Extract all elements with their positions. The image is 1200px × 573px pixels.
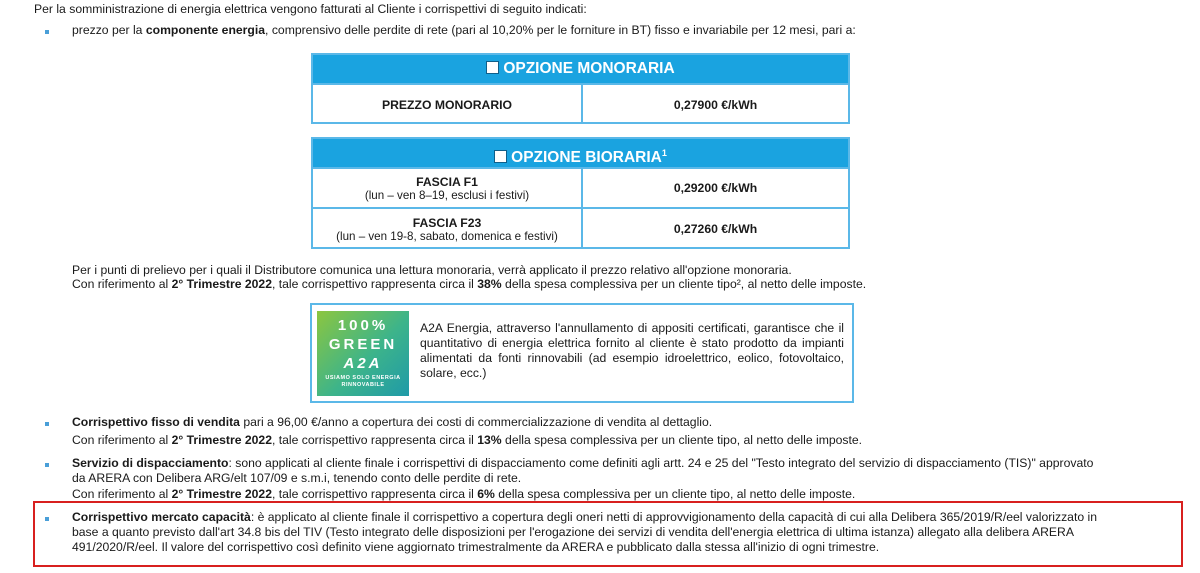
monorary-reading-note: Per i punti di prelievo per i quali il Distributore comunica una lettura monoraria, verrà applicato il prezzo relativo all'opzione monoraria. (72, 263, 792, 277)
bullet-icon (45, 422, 49, 426)
bullet-icon (45, 30, 49, 34)
band-label-cell: FASCIA F1 (lun – ven 8–19, esclusi i festivi) (313, 169, 583, 207)
band-price-cell: 0,27260 €/kWh (673, 222, 758, 236)
fixed-fee-text: Corrispettivo fisso di vendita pari a 96,00 €/anno a copertura dei costi di commercializzazione di vendita al dettaglio. (72, 415, 713, 429)
band-price-cell: 0,29200 €/kWh (673, 181, 758, 195)
monorary-option-table (311, 53, 850, 124)
table-row (313, 207, 848, 249)
bullet-icon (45, 517, 49, 521)
dispatch-text-line2: da ARERA con Delibera ARG/elt 107/09 e s.m.i, tenendo conto delle perdite di rete. (72, 471, 522, 485)
biorary-checkbox[interactable] (494, 150, 507, 163)
monorary-row (313, 83, 848, 124)
monorary-checkbox[interactable] (486, 61, 499, 74)
bullet-icon (45, 463, 49, 467)
energy-component-text: prezzo per la componente energia, comprensivo delle perdite di rete (pari al 10,20% per le forniture in BT) fisso e invariabile per 12 mesi, pari a: (72, 23, 856, 37)
biorary-header: OPZIONE BIORARIA$^1$ (313, 139, 848, 167)
green-a2a-logo: 100% GREEN A2A USIAMO SOLO ENERGIA RINNOVABILE (317, 311, 409, 396)
band-label-cell: FASCIA F23 (lun – ven 19-8, sabato, domenica e festivi) (313, 209, 583, 249)
table-row (313, 167, 848, 207)
green-energy-text: A2A Energia, attraverso l'annullamento di appositi certificati, garantisce che il quantitativo di energia elettrica fornito al cliente è stato prodotto da impianti alimentati da fonti rinnovabili (ad esempio idroelettrico, eolico, fotovoltaico, solare, ecc.) (420, 321, 844, 380)
monorary-header: OPZIONE MONORARIA (313, 55, 848, 83)
dispatch-share: Con riferimento al 2° Trimestre 2022, tale corrispettivo rappresenta circa il 6% della spesa complessiva per un cliente tipo, al netto delle imposte. (72, 487, 856, 501)
dispatch-text-line1: Servizio di dispacciamento: sono applicati al cliente finale i corrispettivi di dispacciamento come definiti agli artt. 24 e 25 del "Testo integrato del servizio di dispacciamento (TIS)" approvato (72, 456, 1094, 470)
monorary-price-cell: 0,27900 €/kWh (673, 97, 758, 112)
biorary-option-table (311, 137, 850, 249)
energy-share-note: Con riferimento al 2° Trimestre 2022, tale corrispettivo rappresenta circa il 38% della spesa complessiva per un cliente tipo², al netto delle imposte. (72, 277, 867, 291)
green-energy-box (310, 303, 854, 403)
capacity-text-line3: 491/2020/R/eel. Il valore del corrispettivo così definito viene aggiornato trimestralmente da ARERA e pubblicato dalla stessa all'inizio di ogni trimestre. (72, 540, 880, 554)
capacity-text-line2: base a quanto previsto dall'art 34.8 bis del TIV (Testo integrato delle disposizioni per l'erogazione dei servizi di vendita dell'energia elettrica di ultima istanza) allegato alla delibera ARERA (72, 525, 1074, 539)
intro-text: Per la somministrazione di energia elettrica vengono fatturati al Cliente i corrispettivi di seguito indicati: (34, 2, 587, 16)
capacity-text-line1: Corrispettivo mercato capacità: è applicato al cliente finale il corrispettivo a copertura degli oneri netti di approvvigionamento della capacità di cui alla Delibera 365/2019/R/eel valorizzato in (72, 510, 1097, 524)
fixed-fee-share: Con riferimento al 2° Trimestre 2022, tale corrispettivo rappresenta circa il 13% della spesa complessiva per un cliente tipo, al netto delle imposte. (72, 433, 863, 447)
monorary-label-cell: PREZZO MONORARIO (313, 85, 583, 124)
